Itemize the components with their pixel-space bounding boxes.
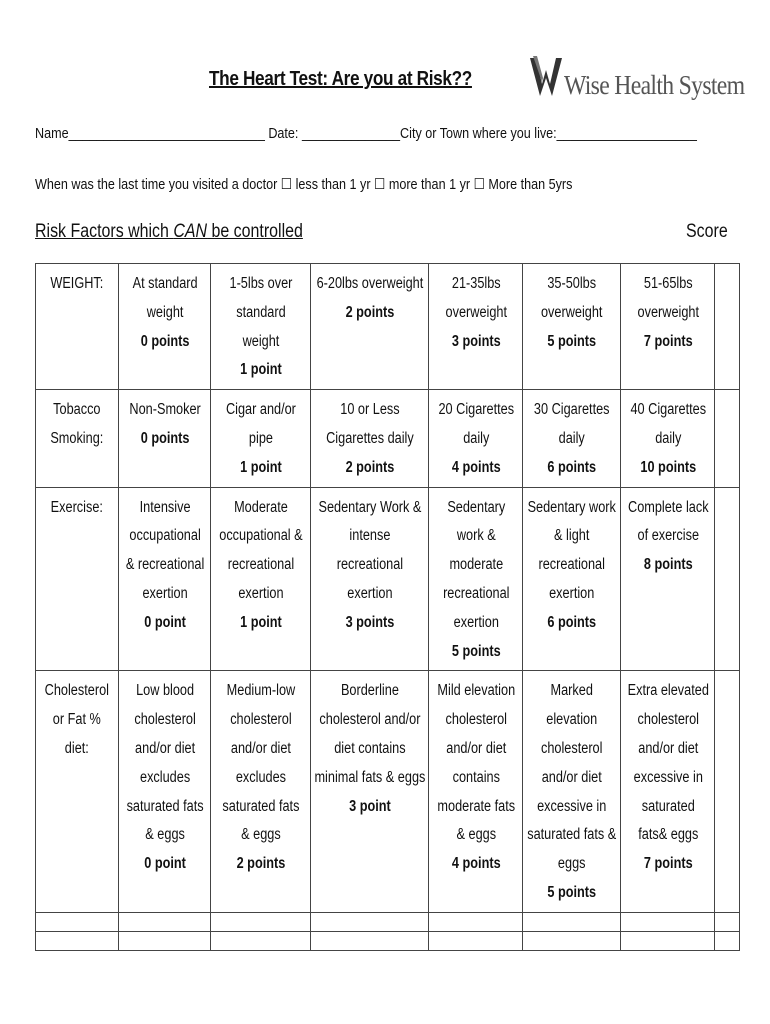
option-text: 6-20lbs overweight (316, 275, 424, 292)
option-text: Marked elevation cholesterol and/or diet excessive in saturated fats & eggs (527, 682, 617, 873)
option-points: 5 points (547, 883, 597, 901)
empty-cell (523, 931, 621, 950)
name-date-city-line[interactable]: Name____________________________ Date: ______________City or Town where you live:____________________ (35, 125, 697, 142)
risk-option-cell[interactable] (429, 487, 523, 671)
option-text: Medium-low cholesterol and/or diet excludes saturated fats & eggs (222, 682, 300, 844)
option-points: 7 points (643, 332, 693, 350)
empty-cell (36, 912, 119, 931)
option-text: Sedentary work & light recreational exertion (527, 498, 617, 602)
score-cell[interactable] (715, 264, 740, 390)
option-points: 1 point (240, 458, 282, 476)
risk-row-weight (36, 264, 740, 390)
risk-option-cell[interactable] (523, 671, 621, 912)
option-points: 10 points (640, 458, 696, 476)
option-points: 6 points (547, 458, 597, 476)
empty-cell (119, 912, 211, 931)
option-text: 10 or Less Cigarettes daily (326, 401, 414, 447)
risk-option-cell[interactable] (621, 487, 715, 671)
risk-option-cell[interactable] (621, 390, 715, 487)
option-points: 8 points (643, 556, 693, 574)
option-points: 3 points (451, 332, 501, 350)
risk-factor-label: Tobacco Smoking: (36, 390, 119, 487)
risk-option-cell[interactable] (429, 671, 523, 912)
logo-text: Wise Health System (564, 70, 745, 100)
score-cell[interactable] (715, 912, 740, 931)
empty-row (36, 931, 740, 950)
option-text: Sedentary Work & intense recreational exertion (318, 498, 422, 602)
option-points: 2 points (345, 458, 395, 476)
option-text: Moderate occupational & recreational exertion (219, 498, 303, 602)
empty-row (36, 912, 740, 931)
risk-option-cell[interactable] (311, 390, 429, 487)
option-text: Intensive occupational & recreational exertion (125, 498, 205, 602)
empty-cell (311, 912, 429, 931)
option-text: Low blood cholesterol and/or diet excludes saturated fats & eggs (126, 682, 204, 844)
score-cell[interactable] (715, 487, 740, 671)
option-points: 5 points (451, 642, 501, 660)
empty-cell (211, 931, 311, 950)
option-points: 4 points (451, 458, 501, 476)
option-text: Non-Smoker (129, 401, 201, 419)
option-points: 3 point (349, 797, 391, 815)
empty-cell (429, 931, 523, 950)
option-text: 51-65lbs overweight (637, 275, 699, 321)
empty-cell (119, 931, 211, 950)
risk-option-cell[interactable] (523, 487, 621, 671)
risk-option-cell[interactable] (621, 264, 715, 390)
wise-logo-icon (530, 56, 564, 98)
option-points: 3 points (345, 613, 395, 631)
option-points: 7 points (643, 855, 693, 873)
option-text: At standard weight (132, 275, 198, 321)
empty-cell (36, 931, 119, 950)
score-column-label: Score (686, 221, 728, 242)
option-points: 1 point (240, 613, 282, 631)
option-text: Extra elevated cholesterol and/or diet excessive in saturated fats& eggs (627, 682, 709, 844)
doctor-visit-question[interactable]: When was the last time you visited a doctor ☐ less than 1 yr ☐ more than 1 yr ☐ More than 5yrs (35, 176, 573, 193)
risk-option-cell[interactable] (119, 487, 211, 671)
option-points: 2 points (345, 303, 395, 321)
risk-factor-label: Cholesterol or Fat % diet: (36, 671, 119, 912)
risk-option-cell[interactable] (211, 390, 311, 487)
option-text: Complete lack of exercise (627, 498, 709, 545)
option-points: 0 point (144, 855, 186, 873)
risk-option-cell[interactable] (429, 264, 523, 390)
section-title: Risk Factors which CAN be controlled (35, 221, 303, 242)
option-points: 0 points (140, 429, 190, 447)
option-text: Sedentary work & moderate recreational exertion (442, 498, 510, 631)
option-points: 4 points (451, 855, 501, 873)
option-text: 40 Cigarettes daily (630, 401, 706, 447)
empty-cell (523, 912, 621, 931)
option-text: 1-5lbs over standard weight (229, 275, 293, 350)
risk-option-cell[interactable] (211, 671, 311, 912)
empty-cell (429, 912, 523, 931)
score-cell[interactable] (715, 671, 740, 912)
option-text: 30 Cigarettes daily (534, 401, 610, 447)
score-cell[interactable] (715, 931, 740, 950)
risk-option-cell[interactable] (621, 671, 715, 912)
risk-option-cell[interactable] (119, 264, 211, 390)
risk-option-cell[interactable] (311, 487, 429, 671)
page-title: The Heart Test: Are you at Risk?? (209, 68, 472, 90)
option-points: 1 point (240, 361, 282, 379)
option-text: 35-50lbs overweight (541, 275, 603, 321)
risk-option-cell[interactable] (211, 487, 311, 671)
risk-option-cell[interactable] (523, 264, 621, 390)
score-cell[interactable] (715, 390, 740, 487)
risk-option-cell[interactable] (119, 390, 211, 487)
empty-cell (211, 912, 311, 931)
option-points: 0 point (144, 613, 186, 631)
risk-option-cell[interactable] (523, 390, 621, 487)
wise-health-logo (530, 56, 745, 106)
option-text: Mild elevation cholesterol and/or diet contains moderate fats & eggs (437, 682, 515, 844)
empty-cell (621, 931, 715, 950)
risk-option-cell[interactable] (429, 390, 523, 487)
risk-factors-table (35, 263, 740, 951)
option-points: 0 points (140, 332, 190, 350)
risk-row-tobacco (36, 390, 740, 487)
risk-option-cell[interactable] (211, 264, 311, 390)
option-text: 21-35lbs overweight (445, 275, 507, 321)
option-points: 2 points (236, 855, 286, 873)
option-points: 5 points (547, 332, 597, 350)
empty-cell (311, 931, 429, 950)
empty-cell (621, 912, 715, 931)
risk-factor-label: WEIGHT: (36, 264, 119, 390)
risk-row-cholesterol (36, 671, 740, 912)
option-text: Cigar and/or pipe (225, 401, 296, 447)
option-text: Borderline cholesterol and/or diet contains minimal fats & eggs (314, 682, 426, 786)
risk-row-exercise (36, 487, 740, 671)
risk-option-cell[interactable] (119, 671, 211, 912)
risk-factor-label: Exercise: (36, 487, 119, 671)
option-points: 6 points (547, 613, 597, 631)
risk-option-cell[interactable] (311, 671, 429, 912)
option-text: 20 Cigarettes daily (438, 401, 514, 447)
risk-option-cell[interactable] (311, 264, 429, 390)
